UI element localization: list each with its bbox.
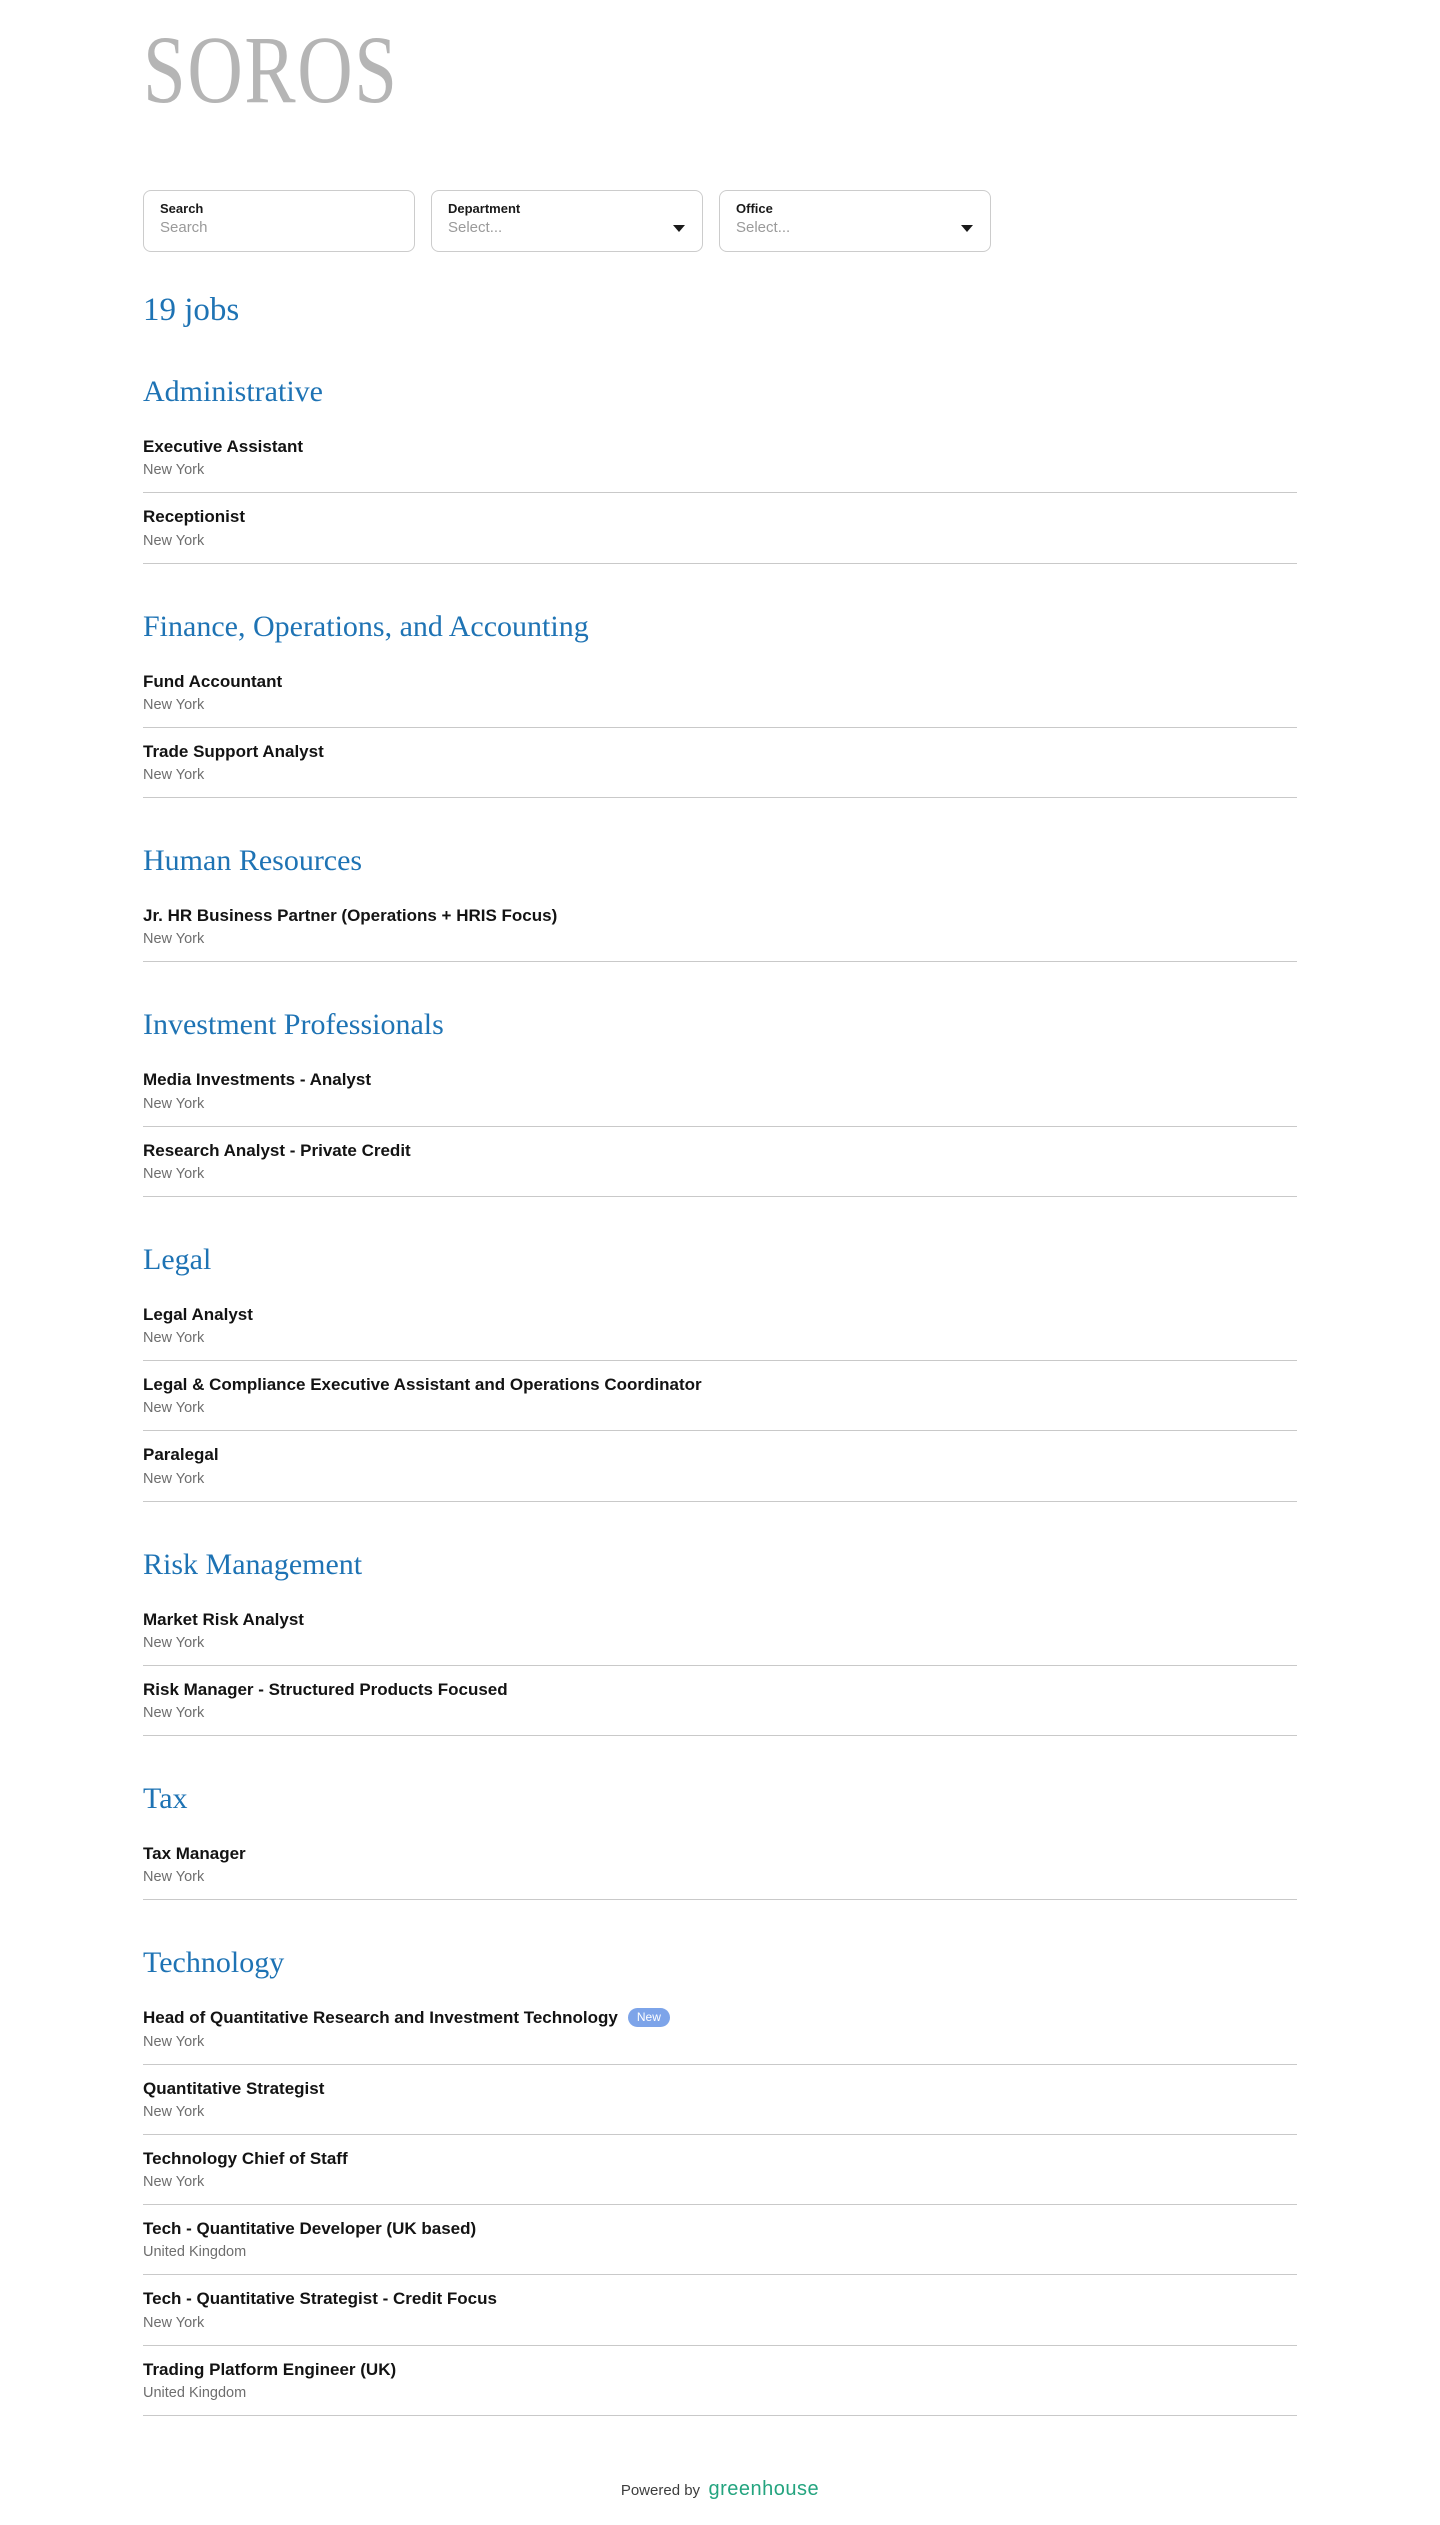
job-row[interactable] bbox=[143, 2346, 1297, 2416]
job-row[interactable] bbox=[143, 1596, 1297, 1666]
job-section bbox=[143, 1782, 1297, 1900]
job-title-text: Trading Platform Engineer (UK) bbox=[143, 2359, 397, 2379]
job-location: New York bbox=[143, 931, 205, 948]
job-title bbox=[143, 2288, 1297, 2309]
section-heading: Administrative bbox=[143, 375, 323, 408]
job-title bbox=[143, 741, 1297, 762]
job-section bbox=[143, 375, 1297, 564]
job-location: New York bbox=[143, 1634, 205, 1651]
new-badge: New bbox=[628, 2008, 670, 2027]
job-location: New York bbox=[143, 1095, 205, 1112]
job-row[interactable] bbox=[143, 1291, 1297, 1361]
filters-bar bbox=[143, 190, 1297, 252]
job-row[interactable] bbox=[143, 2275, 1297, 2345]
office-select-value[interactable]: Select... bbox=[736, 219, 791, 236]
page-container bbox=[143, 0, 1297, 2525]
department-select-value[interactable]: Select... bbox=[448, 219, 503, 236]
job-title bbox=[143, 671, 1297, 692]
job-row[interactable] bbox=[143, 892, 1297, 962]
job-title bbox=[143, 2218, 1297, 2239]
job-location: New York bbox=[143, 462, 205, 479]
job-section bbox=[143, 1243, 1297, 1502]
job-location: New York bbox=[143, 1330, 205, 1346]
job-row[interactable] bbox=[143, 1830, 1297, 1900]
job-row[interactable] bbox=[143, 728, 1297, 798]
powered-by-label: Powered by bbox=[620, 2481, 701, 2499]
job-row[interactable] bbox=[143, 1994, 1297, 2064]
job-location: United Kingdom bbox=[143, 2244, 247, 2261]
jobs-count-heading: 19 jobs bbox=[143, 292, 240, 328]
job-title bbox=[143, 1069, 1297, 1090]
job-section bbox=[143, 1946, 1297, 2416]
section-heading: Risk Management bbox=[143, 1547, 363, 1581]
job-title-text: Market Risk Analyst bbox=[143, 1609, 304, 1629]
job-section bbox=[143, 1548, 1297, 1737]
search-input[interactable] bbox=[160, 219, 398, 236]
job-title-text: Tax Manager bbox=[143, 1844, 246, 1863]
job-title bbox=[143, 1304, 1297, 1325]
job-section bbox=[143, 610, 1297, 799]
job-location: New York bbox=[143, 767, 205, 783]
search-label: Search bbox=[160, 201, 204, 216]
job-row[interactable] bbox=[143, 1127, 1297, 1197]
job-title bbox=[143, 2359, 1297, 2380]
job-title bbox=[143, 2007, 1297, 2028]
section-heading: Investment Professionals bbox=[143, 1008, 444, 1042]
job-row[interactable] bbox=[143, 423, 1297, 493]
search-filter[interactable] bbox=[143, 190, 415, 252]
job-section bbox=[143, 1008, 1297, 1197]
chevron-down-icon bbox=[673, 225, 685, 232]
job-title-text: Media Investments - Analyst bbox=[143, 1070, 371, 1090]
job-title-text: Executive Assistant bbox=[143, 437, 303, 456]
job-location: New York bbox=[143, 1400, 205, 1417]
job-row[interactable] bbox=[143, 658, 1297, 728]
job-location: New York bbox=[143, 1165, 205, 1182]
section-heading: Tax bbox=[143, 1782, 188, 1815]
job-title bbox=[143, 2148, 1297, 2169]
job-title-text: Fund Accountant bbox=[143, 671, 283, 691]
office-filter[interactable] bbox=[719, 190, 991, 252]
job-title-text: Legal Analyst bbox=[143, 1304, 253, 1324]
section-heading: Human Resources bbox=[143, 844, 363, 877]
job-title bbox=[143, 436, 1297, 457]
department-filter[interactable] bbox=[431, 190, 703, 252]
soros-logo: SOROS bbox=[143, 16, 399, 123]
job-title bbox=[143, 905, 1297, 926]
job-location: New York bbox=[143, 2033, 205, 2050]
job-location: New York bbox=[143, 2103, 205, 2120]
section-heading: Legal bbox=[143, 1242, 212, 1276]
job-row[interactable] bbox=[143, 493, 1297, 563]
job-title-text: Head of Quantitative Research and Investment Technology bbox=[143, 2008, 618, 2028]
job-title bbox=[143, 1374, 1297, 1395]
job-location: New York bbox=[143, 2174, 205, 2190]
job-row[interactable] bbox=[143, 1431, 1297, 1501]
job-title-text: Quantitative Strategist bbox=[143, 2078, 325, 2098]
job-title-text: Risk Manager - Structured Products Focused bbox=[143, 1679, 508, 1699]
job-location: New York bbox=[143, 2314, 205, 2331]
job-location: New York bbox=[143, 1705, 205, 1721]
job-title bbox=[143, 1843, 1297, 1864]
section-heading: Finance, Operations, and Accounting bbox=[143, 609, 589, 643]
job-title-text: Tech - Quantitative Developer (UK based) bbox=[143, 2219, 477, 2238]
job-location: New York bbox=[143, 532, 205, 549]
job-title-text: Research Analyst - Private Credit bbox=[143, 1140, 411, 1160]
department-label: Department bbox=[448, 201, 521, 216]
job-title bbox=[143, 1609, 1297, 1630]
job-sections bbox=[143, 375, 1297, 2416]
job-location: New York bbox=[143, 696, 205, 713]
job-title-text: Tech - Quantitative Strategist - Credit Focus bbox=[143, 2289, 497, 2309]
job-title-text: Legal & Compliance Executive Assistant and Operations Coordinator bbox=[143, 1375, 702, 1394]
footer bbox=[0, 2478, 1440, 2525]
job-row[interactable] bbox=[143, 1666, 1297, 1736]
job-row[interactable] bbox=[143, 2065, 1297, 2135]
job-title-text: Jr. HR Business Partner (Operations + HRIS Focus) bbox=[143, 906, 558, 925]
job-row[interactable] bbox=[143, 1056, 1297, 1126]
job-title-text: Paralegal bbox=[143, 1445, 219, 1465]
job-section bbox=[143, 844, 1297, 962]
job-title-text: Receptionist bbox=[143, 507, 246, 527]
job-title bbox=[143, 1140, 1297, 1161]
job-title-text: Trade Support Analyst bbox=[143, 741, 324, 761]
job-location: New York bbox=[143, 1470, 205, 1487]
job-title bbox=[143, 2078, 1297, 2099]
job-location: New York bbox=[143, 1869, 205, 1886]
section-heading: Technology bbox=[143, 1946, 285, 1980]
chevron-down-icon bbox=[961, 225, 973, 232]
greenhouse-logo[interactable]: greenhouse bbox=[708, 2477, 820, 2500]
job-title bbox=[143, 1444, 1297, 1465]
job-row[interactable] bbox=[143, 1361, 1297, 1431]
office-label: Office bbox=[736, 201, 773, 216]
job-title-text: Technology Chief of Staff bbox=[143, 2148, 348, 2168]
job-title bbox=[143, 1679, 1297, 1700]
job-title bbox=[143, 506, 1297, 527]
job-location: United Kingdom bbox=[143, 2384, 247, 2401]
job-row[interactable] bbox=[143, 2205, 1297, 2275]
job-row[interactable] bbox=[143, 2135, 1297, 2205]
